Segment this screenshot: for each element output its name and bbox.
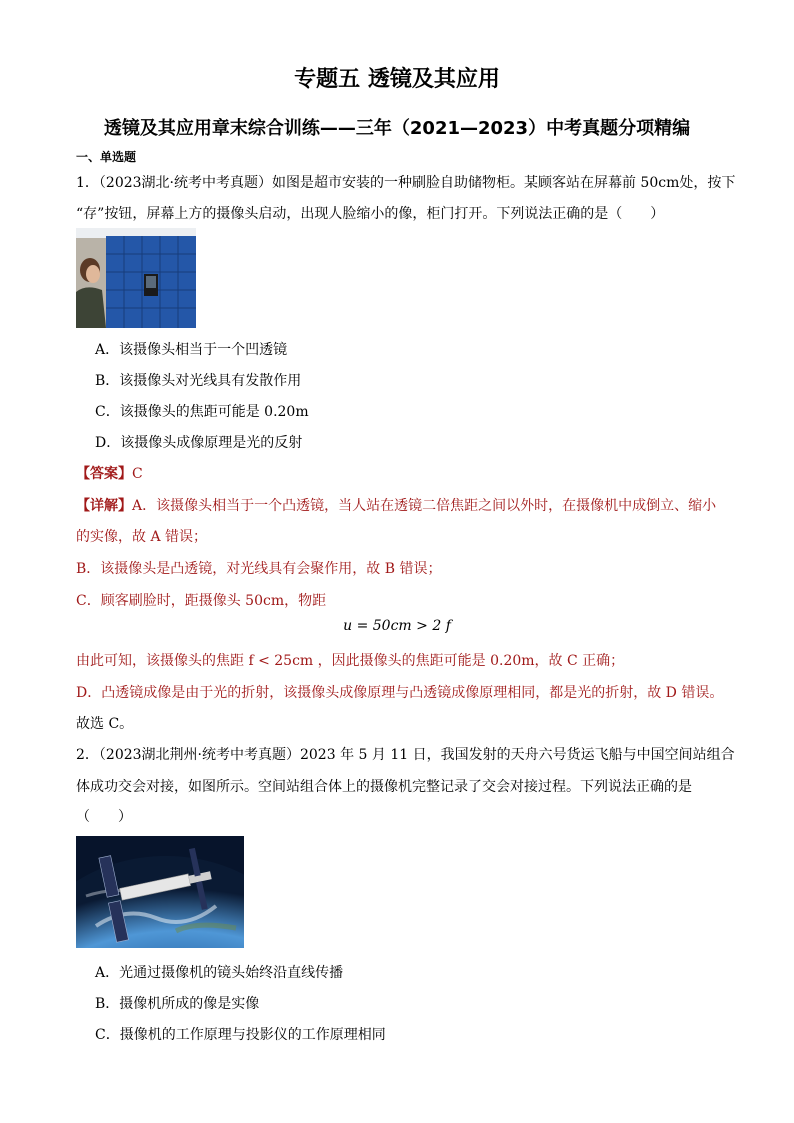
locker-illustration [76,228,196,328]
page-subtitle: 透镜及其应用章末综合训练——三年（2021—2023）中考真题分项精编 [103,118,691,139]
q1-detail-b: B．该摄像头是凸透镜，对光线具有会聚作用，故 B 错误； [76,561,442,577]
detail-a-text: A．该摄像头相当于一个凸透镜，当人站在透镜二倍焦距之间以外时，在摄像机中成倒立、缩小 [132,498,717,514]
q2-stem-line3: （ ） [76,809,132,825]
q1-formula: u = 50cm > 2 f [343,618,451,634]
q1-stem-line2: “存”按钮，屏幕上方的摄像头启动，出现人脸缩小的像，柜门打开。下列说法正确的是（ ） [76,206,665,222]
q2-option-a: A．光通过摄像机的镜头始终沿直线传播 [95,965,344,981]
q2-option-b: B．摄像机所成的像是实像 [95,996,260,1012]
q2-stem-line2: 体成功交会对接，如图所示。空间站组合体上的摄像机完整记录了交会对接过程。下列说法正确的是 [76,779,692,795]
q1-answer [76,463,143,483]
q1-detail-d: D．凸透镜成像是由于光的折射，该摄像头成像原理与凸透镜成像原理相同，都是光的折射，故 D 错误。 [76,685,724,701]
q1-option-a: A．该摄像头相当于一个凹透镜 [95,342,288,358]
page-title: 专题五 透镜及其应用 [294,67,500,92]
q1-option-c: C．该摄像头的焦距可能是 0.20m [95,404,309,420]
q1-detail-line1 [76,495,716,515]
answer-tag: 【答案】 [76,466,132,482]
space-station-photo [76,836,244,948]
section-heading: 一、单选题 [76,150,137,164]
answer-value: C [132,466,143,482]
space-station-illustration [76,836,244,948]
q1-conclusion: 故选 C。 [76,716,134,732]
q1-detail-c: C．顾客刷脸时，距摄像头 50cm，物距 [76,593,327,609]
q1-detail-c2: 由此可知，该摄像头的焦距 f < 25cm ，因此摄像头的焦距可能是 0.20m，故 C 正确； [76,653,625,669]
locker-photo [76,228,196,328]
q2-stem-line1: 2．（2023湖北荆州·统考中考真题）2023 年 5 月 11 日，我国发射的天舟六号货运飞船与中国空间站组合 [76,747,735,763]
q1-detail-line2: 的实像，故 A 错误； [76,529,208,545]
detail-tag: 【详解】 [76,498,132,514]
q2-option-c: C．摄像机的工作原理与投影仪的工作原理相同 [95,1027,386,1043]
q1-option-b: B．该摄像头对光线具有发散作用 [95,373,302,389]
q1-option-d: D．该摄像头成像原理是光的反射 [95,435,303,451]
q1-stem-line1: 1．（2023湖北·统考中考真题）如图是超市安装的一种刷脸自助储物柜。某顾客站在屏幕前 50cm处，按下 [76,175,736,191]
